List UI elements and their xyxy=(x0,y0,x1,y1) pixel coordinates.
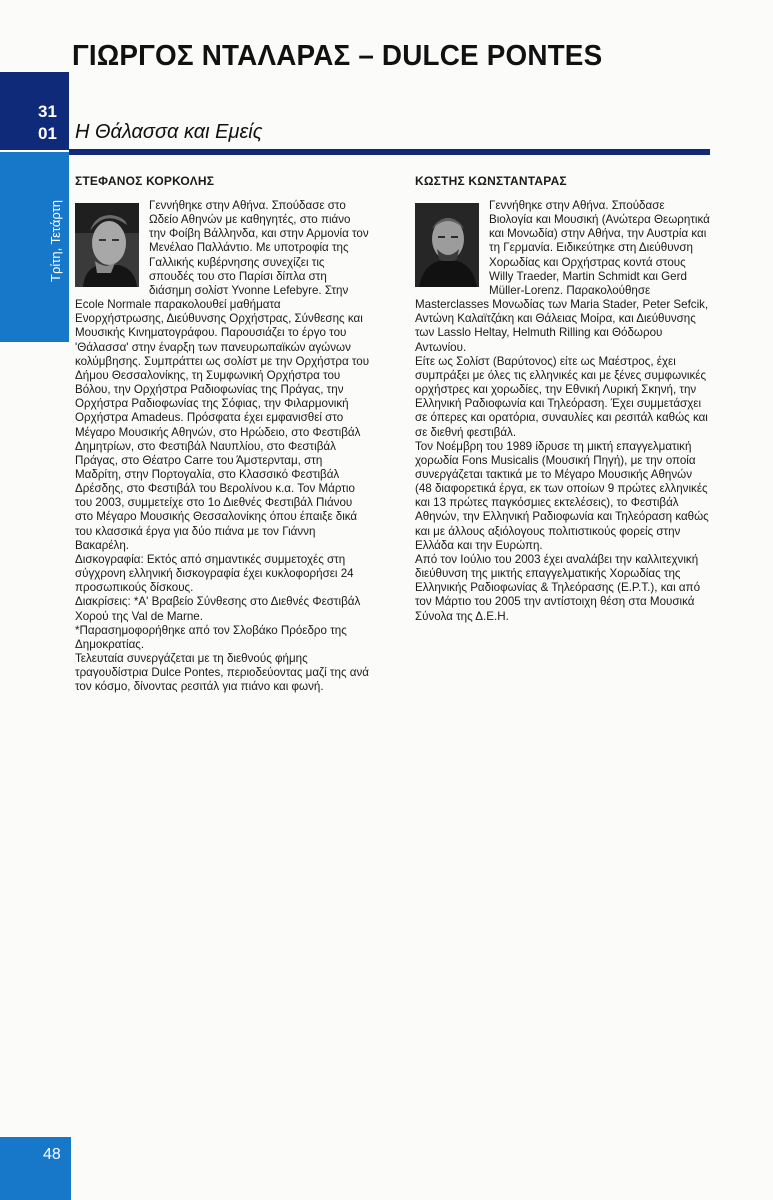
event-subtitle: Η Θάλασσα και Εμείς xyxy=(75,121,263,143)
bio-text xyxy=(415,199,710,624)
bio-column-korkolis xyxy=(75,174,370,694)
bio-paragraph: Τον Νοέμβρη του 1989 ίδρυσε τη μικτή επαγγελματική χορωδία Fons Musicalis (Μουσική Πηγή), με την οποία συνεργάζεται τακτικά με το Μέγαρο Μουσικής Αθηνών (48 διαφορετικά έργα, εκ των οποίων 9 πρώτες ελληνικές και 13 πρώτες παγκόσμιες εκτελέσεις), το Φεστιβάλ Αθηνών, την Ελληνική Ραδιοφωνία και Τηλεόραση καθώς και με άλλους αξιόλογους πολιτιστικούς φορείς στην Ελλάδα και την Ευρώπη. xyxy=(415,439,709,552)
bio-name: ΚΩΣΤΗΣ ΚΩΝΣΤΑΝΤΑΡΑΣ xyxy=(415,174,567,188)
date-badge xyxy=(0,72,69,150)
page-title: ΓΙΩΡΓΟΣ ΝΤΑΛΑΡΑΣ – DULCE PONTES xyxy=(72,40,603,72)
date-day: 31 xyxy=(38,102,57,121)
day-label: Τρίτη, Τετάρτη xyxy=(48,200,63,282)
bio-paragraph: Είτε ως Σολίστ (Βαρύτονος) είτε ως Μαέστρος, έχει συμπράξει με όλες τις ελληνικές και με ξένες συμφωνικές ορχήστρες και χορωδίες, την Εθνική Λυρική Σκηνή, την Ελληνική Ραδιοφωνία και Τηλεόραση. Έχει συμμετάσχει σε όπερες και ορατόρια, συναυλίες και ρεσιτάλ καθώς και σε διεθνή φεστιβάλ. xyxy=(415,354,708,439)
bio-paragraph: Γεννήθηκε στην Αθήνα. Σπούδασε Βιολογία και Μουσική (Ανώτερα Θεωρητικά και Μονωδία) στην Αθήνα, την Αυστρία και τη Γερμανία. Ειδικεύτηκε στη Διεύθυνση Χορωδίας και Ορχήστρας κοντά στους Willy Traeder, Martin Schmidt και Gerd Müller-Lorenz. Παρακολούθησε Masterclasses Μονωδίας των Maria Stader, Peter Sefcik, Αντώνη Καλαϊτζάκη και Θάλειας Μοίρα, και Διεύθυνσης των Lasslo Heltay, Helmuth Rilling και Θόδωρου Αντωνίου. xyxy=(415,199,710,354)
bio-column-konstantaras xyxy=(415,174,710,624)
bio-paragraph: Από τον Ιούλιο του 2003 έχει αναλάβει την καλλιτεχνική διεύθυνση της μικτής επαγγελματικής Χορωδίας της Ελληνικής Ραδιοφωνίας & Τηλεόρασης (Ε.Ρ.Τ.), και από τον Μάρτιο του 2005 την αντίστοιχη θέση στα Μουσικά Σύνολα της Δ.Ε.Η. xyxy=(415,552,701,623)
portrait-korkolis-image xyxy=(75,203,139,287)
bio-paragraph: Γεννήθηκε στην Αθήνα. Σπούδασε στο Ωδείο Αθηνών με καθηγητές, στο πιάνο την Φοίβη Βάλληνδα, και στην Αρμονία τον Μενέλαο Παλλάντιο. Με υποτροφία της Γαλλικής κυβέρνησης συνεχίζει τις σπουδές του στο Παρίσι δίπλα στη διάσημη σολίστ Yvonne Lefebyre. Στην Ecole Normale παρακολουθεί μαθήματα Ενορχήστρωσης, Διεύθυνσης Ορχήστρας, Σύνθεσης και Μουσικής Κινηματογράφου. Παρουσιάζει το έργο του 'Θάλασσα' στην έναρξη των πανευρωπαϊκών αγώνων κολύμβησης. Συμπράττει ως σολίστ με την Ορχήστρα του Δήμου Θεσσαλονίκης, τη Συμφωνική Ορχήστρα του Βόλου, την Ορχήστρα Ραδιοφωνίας της Πράγας, την Ορχήστρα Ραδιοφωνίας της Σόφιας, την Φιλαρμονική Ορχήστρα Amadeus. Πρόσφατα έχει εμφανισθεί στο Μέγαρο Μουσικής Αθηνών, στο Ηρώδειο, στο Φεστιβάλ Δημητρίων, στο Φεστιβάλ Ναυπλίου, στο Φεστιβάλ Πράγας, στο Θέατρο Carre του Άμστερνταμ, στη Μαδρίτη, στην Πορτογαλία, στο Κλασσικό Φεστιβάλ Δρέσδης, στο Φεστιβάλ του Βερολίνου κ.α. Τον Μάρτιο του 2003, συμμετείχε στο 1ο Διεθνές Φεστιβάλ Πιάνου στο Μέγαρο Μουσικής Θεσσαλονίκης όπου έπαιξε δικά του κλασσικά έργα για δύο πιάνα με τον Γιάννη Βακαρέλη. xyxy=(75,199,370,552)
bio-paragraph: Τελευταία συνεργάζεται με τη διεθνούς φήμης τραγουδίστρια Dulce Pontes, περιοδεύοντας μαζί της ανά τον κόσμο, δίνοντας ρεσιτάλ για πιάνο και φωνή. xyxy=(75,652,369,694)
portrait-photo xyxy=(415,203,479,287)
bio-paragraph: Διακρίσεις: *Α' Βραβείο Σύνθεσης στο Διεθνές Φεστιβάλ Χορού της Val de Marne. xyxy=(75,595,361,623)
bio-paragraph: *Παρασημοφορήθηκε από τον Σλοβάκο Πρόεδρο της Δημοκρατίας. xyxy=(75,623,347,651)
bio-paragraph: Δισκογραφία: Εκτός από σημαντικές συμμετοχές στη σύγχρονη ελληνική δισκογραφία έχει κυκλοφορήσει 24 προσωπικούς δίσκους. xyxy=(75,552,354,595)
bio-name: ΣΤΕΦΑΝΟΣ ΚΟΡΚΟΛΗΣ xyxy=(75,174,215,188)
bio-text xyxy=(75,199,370,694)
page-number: 48 xyxy=(43,1146,61,1163)
portrait-konstantaras-image xyxy=(415,203,479,287)
header-divider xyxy=(69,149,710,155)
date-month: 01 xyxy=(38,124,57,143)
portrait-photo xyxy=(75,203,139,287)
